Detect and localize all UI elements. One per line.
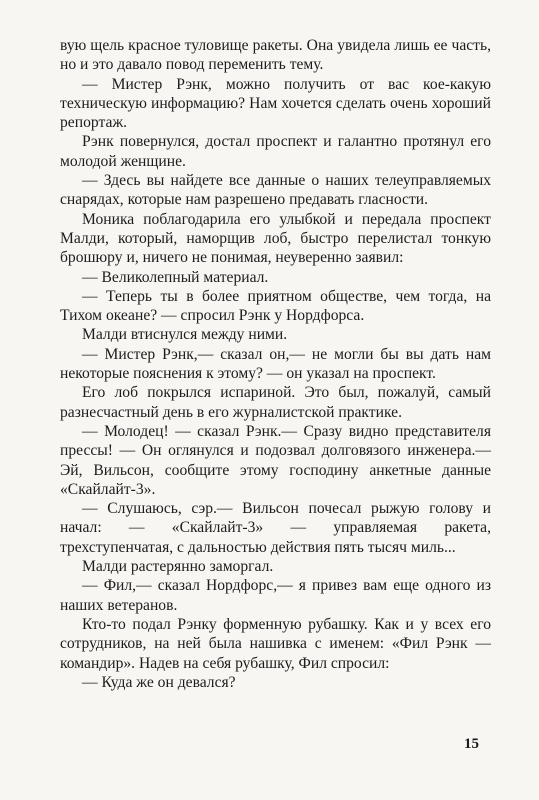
paragraph: — Фил,— сказал Нордфорс,— я привез вам еще одного из наших ветеранов. — [60, 577, 491, 614]
paragraph: — Здесь вы найдете все данные о наших телеуправляемых снарядах, которые нам разрешено предавать гласности. — [60, 172, 491, 209]
paragraph: — Великолепный материал. — [82, 268, 269, 286]
paragraph: Малди растерянно заморгал. — [82, 558, 274, 576]
body-text — [60, 36, 491, 692]
paragraph: — Куда же он девался? — [82, 673, 236, 691]
paragraph: Рэнк повернулся, достал проспект и галантно протянул его молодой женщине. — [60, 133, 491, 170]
paragraph: — Мистер Рэнк,— сказал он,— не могли бы вы дать нам некоторые пояснения к этому? — он указал на проспект. — [60, 345, 491, 383]
paragraph: Его лоб покрылся испариной. Это был, пожалуй, самый разнесчастный день в его журналистской практике. — [60, 384, 491, 421]
paragraph: Малди втиснулся между ними. — [82, 326, 288, 344]
paragraph: вую щель красное туловище ракеты. Она увидела лишь ее часть, но и это давало повод переменить тему. — [60, 37, 491, 74]
paragraph: — Мистер Рэнк, можно получить от вас кое-какую техническую информацию? Нам хочется сделать очень хороший репортаж. — [60, 75, 491, 132]
paragraph: — Теперь ты в более приятном обществе, чем тогда, на Тихом океане? — спросил Рэнк у Нордфорса. — [60, 287, 491, 325]
paragraph: Моника поблагодарила его улыбкой и передала проспект Малди, который, наморщив лоб, быстро перелистал тонкую брошюру и, ничего не понимая, неуверенно заявил: — [60, 210, 491, 267]
paragraph: Кто-то подал Рэнку форменную рубашку. Как и у всех его сотрудников, на ней была нашивка с именем: «Фил Рэнк — командир». Надев на себя рубашку, Фил спросил: — [60, 615, 491, 672]
paragraph: — Молодец! — сказал Рэнк.— Сразу видно представителя прессы! — Он оглянулся и подозвал долговязого инженера.— Эй, Вильсон, сообщите этому господину анкетные данные «Скайлайт-3». — [60, 422, 491, 498]
page-number: 15 — [464, 736, 479, 752]
paragraph: — Слушаюсь, сэр.— Вильсон почесал рыжую голову и начал: — «Скайлайт-3» — управляемая ракета, трехступенчатая, с дальностью действия пять тысяч миль... — [60, 500, 491, 556]
